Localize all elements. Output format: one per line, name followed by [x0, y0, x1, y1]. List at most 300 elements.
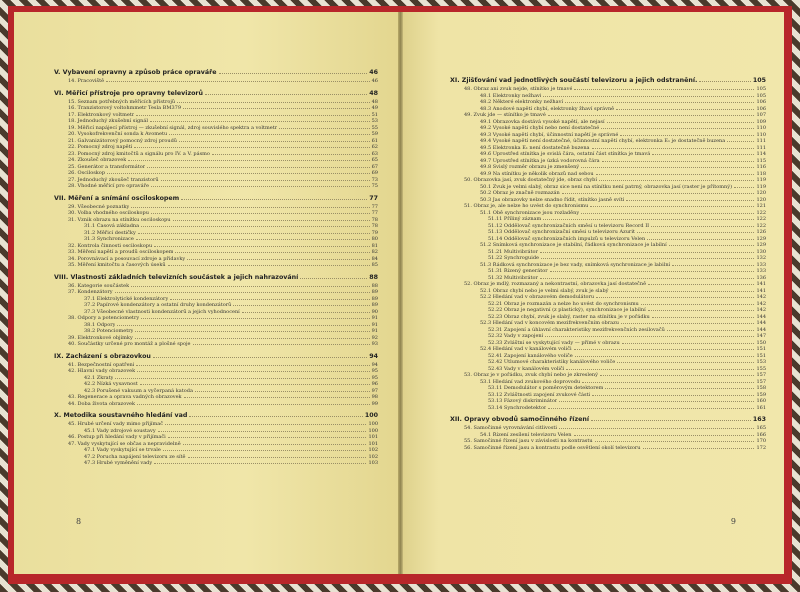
toc-entry-title: 42. Hlavní vady obrazovek: [68, 368, 136, 374]
toc-entry-title: 43. Regenerace a oprava vadných obrazovek: [68, 394, 182, 400]
toc-page-number: 95: [371, 368, 378, 374]
toc-chapter-heading: [54, 193, 378, 204]
toc-page-number: 91: [371, 315, 378, 321]
toc-leader-dots: [169, 131, 369, 135]
toc-entry-title: XI. Zjišťování vad jednotlivých součástí televizoru a jejich odstranění.: [450, 77, 698, 84]
toc-entry-title: 51. Obraz je, ale nelze ho uvést do synchronismu: [464, 203, 589, 209]
toc-entry-title: 50. Obrazovka jasí, zvuk dostatečný jde, obraz chybí: [464, 177, 597, 183]
toc-page-number: 161: [756, 404, 766, 411]
toc-leader-dots: [177, 99, 369, 103]
toc-leader-dots: [602, 158, 755, 162]
toc-page-number: 107: [756, 112, 766, 118]
toc-leader-dots: [699, 78, 750, 82]
toc-entry-title: 47.3 Hrubé vyměnění vady: [84, 460, 153, 466]
toc-entry-title: 56. Samočinné řízení jasu a kontrastu podle osvětlení okolí televizoru: [464, 444, 641, 451]
toc-right: [400, 72, 784, 451]
toc-entry-title: 34. Porovnávací a posouvací zdroje a přídavky: [68, 255, 186, 262]
toc-page-number: 122: [756, 209, 766, 216]
toc-entry-title: 53.11 Demodulátor s poměrovým detektorem: [488, 385, 604, 391]
toc-leader-dots: [652, 151, 754, 155]
toc-leader-dots: [189, 413, 362, 417]
toc-leader-dots: [128, 157, 369, 161]
toc-page-number: 73: [371, 176, 378, 183]
toc-page-number: 89: [371, 295, 378, 302]
toc-leader-dots: [592, 145, 755, 149]
toc-page-number: 144: [756, 320, 766, 326]
toc-leader-dots: [595, 438, 755, 442]
toc-entry-title: 47. Vady vyskytující se občas a nepravidelně: [68, 440, 181, 447]
toc-page-number: 147: [756, 333, 766, 339]
toc-page-number: 159: [756, 391, 766, 398]
toc-leader-dots: [566, 366, 754, 370]
toc-leader-dots: [543, 216, 754, 220]
toc-leader-dots: [170, 296, 369, 300]
toc-leader-dots: [622, 340, 755, 344]
toc-page-number: 126: [756, 229, 766, 235]
toc-entry-title: 51.3 Řádková synchronizace je bez vady, snímková synchronizace je labilní: [480, 261, 671, 268]
toc-entry-title: 55. Samočinné řízení jasu v závislosti na kontrastu: [464, 438, 593, 444]
toc-page-number: 89: [371, 289, 378, 295]
toc-page-number: 119: [756, 177, 766, 183]
toc-leader-dots: [175, 249, 369, 253]
toc-leader-dots: [181, 196, 367, 200]
toc-leader-dots: [300, 275, 367, 279]
toc-page-number: 91: [371, 328, 378, 334]
toc-leader-dots: [168, 434, 367, 438]
toc-entry-title: 49.3 Vysoké napětí chybí, účinnostní napětí je správné: [480, 131, 619, 138]
toc-page-number: 82: [371, 249, 378, 255]
toc-leader-dots: [540, 275, 755, 279]
toc-page-number: 121: [756, 203, 766, 209]
toc-leader-dots: [548, 112, 755, 116]
toc-page-number: 133: [756, 268, 766, 274]
toc-entry-title: 33. Měření napětí a proudů osciloskopem: [68, 249, 174, 255]
toc-page-number: 120: [756, 196, 766, 203]
toc-leader-dots: [599, 177, 754, 181]
toc-entry-title: 18. Jednoduchý zkušební signál: [68, 118, 148, 124]
toc-entry-title: 14. Pracoviště: [68, 78, 105, 84]
toc-page-number: 59: [371, 131, 378, 137]
toc-entry: [54, 341, 378, 348]
toc-entry-title: 50.1 Zvuk je velmi slabý, obraz sice není na stínítku není patrný, obrazovka jasí (raster je přítomný): [480, 183, 733, 190]
toc-leader-dots: [545, 333, 754, 337]
toc-page-number: 133: [756, 261, 766, 268]
toc-entry-title: 47.2 Porucha napájení televizoru ze sítě: [84, 453, 186, 460]
toc-page-number: 48: [369, 89, 378, 97]
toc-leader-dots: [137, 368, 369, 372]
toc-entry-title: 52.41 Zapojení kanálového voliče: [488, 352, 573, 359]
toc-page-number: 101: [368, 434, 378, 440]
toc-leader-dots: [596, 171, 755, 175]
toc-leader-dots: [154, 460, 366, 464]
toc-leader-dots: [591, 417, 751, 421]
toc-entry-title: 51.13 Oddělovač synchronizační směsi u televizoru Azurit: [488, 229, 635, 235]
toc-leader-dots: [581, 164, 754, 168]
toc-entry-title: 52.4 Hledání vad v kanálovém voliči: [480, 346, 572, 352]
toc-entry-title: 50.3 Jas obrazovky nelze snadno řídit, stínítko jasně svítí: [480, 196, 625, 203]
toc-leader-dots: [592, 392, 754, 396]
toc-entry-title: 37.3 Všeobecné vlastnosti kondenzátorů a jejich vyhodnocení: [84, 308, 240, 315]
toc-entry-title: VI. Měřicí přístroje pro opravny televizorů: [54, 89, 204, 97]
toc-page-number: 142: [756, 307, 766, 313]
toc-page-number: 129: [756, 242, 766, 248]
toc-entry-title: VIII. Vlastnosti základních televizních součástek a jejich nahrazování: [54, 273, 299, 281]
toc-page-number: 160: [756, 398, 766, 404]
toc-page-number: 92: [371, 334, 378, 341]
toc-page-number: 130: [756, 248, 766, 255]
toc-entry-title: 27. Jednoduchý zkoušeč tranzistorů: [68, 176, 159, 183]
toc-entry-title: 19. Měřicí napájecí přístroj — zkušební signál, zdroj souvislého spektra a voltmetr: [68, 124, 278, 131]
toc-entry-title: 24. Zkoušeč obrazovek: [68, 157, 127, 163]
toc-page-number: 89: [371, 302, 378, 308]
page-number-left: 8: [76, 517, 82, 526]
toc-entry-title: 31. Vznik obrazu na stínítku osciloskopu: [68, 216, 171, 223]
toc-page-number: 142: [756, 300, 766, 307]
toc-entry-title: IX. Zacházení s obrazovkou: [54, 352, 151, 360]
toc-page-number: 132: [756, 255, 766, 261]
toc-entry-title: 38.2 Potenciometry: [84, 328, 134, 334]
toc-leader-dots: [131, 204, 369, 208]
toc-page-number: 88: [369, 273, 378, 281]
toc-page-number: 103: [368, 460, 378, 466]
toc-leader-dots: [626, 197, 754, 201]
toc-leader-dots: [136, 362, 369, 366]
toc-leader-dots: [107, 170, 370, 174]
toc-leader-dots: [600, 372, 755, 376]
toc-page-number: 165: [756, 425, 766, 431]
toc-leader-dots: [163, 447, 367, 451]
toc-leader-dots: [574, 432, 755, 436]
toc-entry-title: 49.1 Obrazovka dostává vysoké napětí, ale nejasí: [480, 118, 605, 125]
toc-leader-dots: [574, 86, 754, 90]
toc-page-number: 90: [371, 308, 378, 315]
toc-page-number: 141: [756, 281, 766, 287]
toc-page-number: 109: [756, 118, 766, 125]
toc-page-number: 102: [368, 447, 378, 453]
toc-page-number: 49: [371, 105, 378, 111]
toc-page-number: 94: [371, 361, 378, 368]
toc-page-number: 105: [752, 77, 766, 84]
toc-page-number: 65: [371, 157, 378, 163]
toc-page-number: 46: [369, 69, 378, 76]
toc-leader-dots: [193, 341, 370, 345]
toc-leader-dots: [667, 327, 755, 331]
toc-leader-dots: [195, 388, 370, 392]
toc-page-number: 77: [371, 203, 378, 210]
toc-page-number: 118: [756, 170, 766, 177]
toc-page-number: 144: [756, 326, 766, 333]
toc-page-number: 81: [371, 242, 378, 249]
toc-leader-dots: [581, 210, 754, 214]
toc-entry-title: XII. Opravy obvodů samočinného řízení: [450, 416, 590, 423]
toc-page-number: 110: [756, 125, 766, 131]
toc-leader-dots: [559, 425, 754, 429]
toc-entry-title: 45. Hrubé určení vady mimo přijímač: [68, 421, 164, 427]
toc-entry-title: 38. Odpory a potenciometry: [68, 315, 140, 321]
toc-leader-dots: [621, 320, 754, 324]
toc-entry-title: 49.5 Elektronka E₁ není dostatečně buzena: [480, 144, 590, 151]
toc-leader-dots: [161, 177, 370, 181]
toc-leader-dots: [727, 138, 754, 142]
toc-entry-title: 47.1 Vady vyskytující se trvale: [84, 447, 161, 453]
toc-leader-dots: [575, 353, 755, 357]
toc-entry: [54, 401, 378, 408]
toc-leader-dots: [637, 229, 755, 233]
toc-leader-dots: [165, 421, 366, 425]
toc-entry: [54, 183, 378, 190]
toc-leader-dots: [543, 93, 754, 97]
toc-leader-dots: [136, 236, 370, 240]
toc-entry-title: 42.3 Porušené vakuum a vyčerpaná katoda: [84, 387, 193, 394]
toc-entry: [450, 445, 766, 452]
toc-page-number: 158: [756, 385, 766, 391]
toc-page-number: 111: [756, 144, 766, 151]
toc-leader-dots: [115, 375, 369, 379]
toc-page-number: 166: [756, 431, 766, 438]
toc-page-number: 53: [371, 118, 378, 124]
toc-leader-dots: [607, 119, 755, 123]
toc-page-number: 170: [756, 438, 766, 444]
toc-entry-title: 52.2 Hledání vad v obrazovém demodulátoru: [480, 294, 595, 300]
toc-entry-title: X. Metodika soustavného hledání vad: [54, 412, 188, 419]
toc-page-number: 91: [371, 321, 378, 328]
toc-page-number: 95: [371, 374, 378, 381]
toc-entry-title: 52.33 Zvláštní se vyskytující vady — přímé v obrazu: [488, 339, 620, 346]
toc-entry-title: 48.2 Některé elektronky nežhaví: [480, 99, 564, 105]
toc-entry-title: 51.11 Příliný záznam: [488, 216, 542, 222]
toc-entry-title: 52.43 Vady v kanálovém voliči: [488, 365, 565, 372]
toc-page-number: 157: [756, 378, 766, 385]
toc-page-number: 99: [371, 400, 378, 407]
toc-page-number: 94: [369, 352, 378, 360]
toc-entry-title: 51.14 Oddělovač synchronizačních impulzů u televizoru Velen: [488, 235, 646, 242]
toc-leader-dots: [669, 242, 755, 246]
toc-page-number: 136: [756, 274, 766, 281]
toc-page-number: 122: [756, 222, 766, 229]
toc-entry-title: 37. Kondenzátory: [68, 289, 113, 295]
toc-page-number: 77: [369, 194, 378, 202]
toc-leader-dots: [154, 243, 369, 247]
toc-entry-title: 31.2 Měřicí destičky: [84, 229, 136, 236]
toc-page-number: 101: [368, 440, 378, 447]
toc-entry-title: 48.1 Elektronky nežhaví: [480, 92, 542, 99]
toc-entry-title: 49. Zvuk jde — stínítko je tmavé: [464, 112, 546, 118]
toc-page-number: 105: [756, 92, 766, 99]
toc-leader-dots: [617, 359, 754, 363]
toc-page-number: 67: [371, 163, 378, 170]
toc-chapter-heading: [54, 351, 378, 362]
toc-entry-title: 52.1 Obraz chybí nebo je velmi slabý, zvuk je slabý: [480, 287, 609, 294]
toc-page-number: 78: [371, 223, 378, 229]
toc-leader-dots: [106, 78, 370, 82]
toc-entry-title: 22. Pomocný zdroj napětí: [68, 144, 133, 150]
toc-entry-title: 52.23 Obraz chybí, zvuk je slabý, raster na stínítku je v pořádku: [488, 313, 650, 320]
toc-entry-title: 40. Součástky určené pro montáž a plošné spoje: [68, 341, 191, 347]
toc-entry-title: 25. Generátor a transformátor: [68, 163, 146, 170]
toc-leader-dots: [183, 105, 370, 109]
toc-leader-dots: [188, 454, 367, 458]
toc-leader-dots: [540, 249, 755, 253]
book-gutter: [398, 12, 403, 574]
page-number-right: 9: [730, 517, 736, 526]
toc-page-number: 61: [371, 137, 378, 144]
toc-page-number: 77: [371, 210, 378, 216]
toc-entry-title: 35. Měření kmitočtu a časových úseků: [68, 262, 166, 268]
toc-entry-title: 53.14 Synchrodetektor: [488, 404, 547, 411]
toc-leader-dots: [616, 106, 754, 110]
toc-leader-dots: [565, 99, 754, 103]
toc-leader-dots: [648, 307, 755, 311]
toc-page-number: 106: [756, 99, 766, 105]
toc-leader-dots: [115, 289, 370, 293]
toc-entry-title: 32. Kontrola činnosti osciloskopu: [68, 242, 153, 249]
toc-leader-dots: [138, 230, 370, 234]
toc-entry-title: 51.12 Oddělovač synchronizačních směsí u televizoru Record II: [488, 222, 650, 229]
toc-page-number: 172: [756, 444, 766, 451]
toc-leader-dots: [135, 335, 370, 339]
toc-entry-title: 51.21 Multivibrátor: [488, 248, 538, 255]
toc-chapter-heading: [54, 272, 378, 283]
toc-page-number: 100: [368, 427, 378, 434]
toc-leader-dots: [611, 288, 755, 292]
toc-page-number: 79: [371, 229, 378, 236]
toc-entry-title: 16. Tranzistorový voltohmmetr Tesla BM379: [68, 105, 182, 111]
toc-page-number: 102: [368, 453, 378, 460]
toc-entry-title: 52.31 Zapojení a úhlavní charakteristiky mezifrekvenčních zesilovačů: [488, 326, 665, 333]
toc-entry-title: 39. Elektronkové objímky: [68, 334, 133, 341]
toc-leader-dots: [173, 217, 370, 221]
toc-page-number: 84: [371, 255, 378, 262]
toc-page-number: 115: [756, 157, 766, 164]
toc-leader-dots: [643, 445, 755, 449]
toc-leader-dots: [131, 283, 370, 287]
toc-page-number: 163: [752, 416, 766, 423]
toc-entry-title: 52.32 Vady v zapojení: [488, 333, 544, 339]
toc-leader-dots: [559, 398, 754, 402]
toc-leader-dots: [574, 346, 755, 350]
toc-leader-dots: [672, 262, 754, 266]
toc-page-number: 141: [756, 287, 766, 294]
toc-leader-dots: [541, 255, 754, 259]
toc-leader-dots: [184, 394, 370, 398]
toc-page-number: 150: [756, 339, 766, 346]
toc-leader-dots: [137, 401, 370, 405]
toc-leader-dots: [187, 256, 369, 260]
toc-entry-title: 50.2 Obraz je značně rozmazán: [480, 190, 560, 196]
toc-page-number: 144: [756, 313, 766, 320]
toc-entry-title: 49.8 Svislý rozměr obrazu je zmenšený: [480, 164, 580, 170]
toc-entry-title: 44. Doba života obrazovek: [68, 400, 136, 407]
toc-entry-title: 52.42 Útlumové charakteristiky kanálového voliče: [488, 359, 616, 365]
toc-entry-title: 49.2 Vysoké napětí chybí nebo není dostatečné: [480, 125, 600, 131]
toc-entry-title: 51.1 Obě synchronizace jsou rozladěny: [480, 209, 580, 216]
toc-entry-title: 45.1 Vady zdrojové soustavy: [84, 427, 156, 434]
toc-entry: [54, 78, 378, 85]
toc-entry-title: 36. Kategorie součástek: [68, 282, 130, 289]
toc-page-number: 116: [756, 164, 766, 170]
toc-chapter-heading: [450, 75, 766, 86]
toc-page-number: 142: [756, 294, 766, 300]
toc-entry-title: 28. Vhodné měřicí pro opraváře: [68, 183, 149, 189]
toc-entry-title: 38.1 Odpory: [84, 321, 116, 328]
toc-entry-title: 48. Obraz ani zvuk nejde, stínítko je tmavé: [464, 86, 573, 92]
toc-page-number: 120: [756, 190, 766, 196]
toc-entry-title: 20. Vysokofrekvenční sonda k Avometu: [68, 131, 168, 137]
toc-chapter-heading: [54, 67, 378, 78]
toc-entry-title: 53.12 Zvláštnosti zapojení zvukové části: [488, 391, 591, 398]
toc-page-number: 98: [371, 394, 378, 400]
toc-page-number: 106: [756, 105, 766, 112]
toc-leader-dots: [652, 314, 755, 318]
toc-entry: [450, 405, 766, 412]
toc-leader-dots: [141, 315, 369, 319]
toc-leader-dots: [550, 268, 755, 272]
toc-entry-title: 30. Volba vhodného osciloskopu: [68, 210, 149, 216]
toc-chapter-heading: [54, 410, 378, 421]
toc-entry-title: 49.7 Uprostřed stínítka je úzká vodorovná čára: [480, 157, 600, 164]
toc-page-number: 129: [756, 235, 766, 242]
toc-entry-title: 49.4 Vysoké napětí není dostatečné, účinnostní napětí chybí, elektronka E₁ je dostatečně buzena: [480, 138, 726, 144]
toc-page-number: 100: [364, 412, 378, 419]
toc-entry-title: 51.31 Řízený generátor: [488, 268, 548, 274]
toc-entry-title: 54. Samočinné vyrovnávání citlivosti: [464, 425, 557, 431]
toc-page-number: 46: [371, 78, 378, 84]
toc-entry-title: 26. Osciloskop: [68, 170, 106, 176]
toc-entry-title: 21. Galvanizátorový pomocný zdroj proudů: [68, 137, 178, 144]
toc-page-number: 88: [371, 282, 378, 289]
toc-entry-title: 52.22 Obraz je negativní (z plastický), synchronizace je labilní: [488, 307, 646, 313]
toc-entry-title: 51.2 Snímková synchronizace je stabilní, řádková synchronizace je labilní: [480, 242, 667, 248]
toc-leader-dots: [141, 223, 369, 227]
toc-leader-dots: [233, 302, 369, 306]
right-page: [400, 12, 784, 574]
toc-leader-dots: [117, 322, 369, 326]
toc-leader-dots: [158, 428, 367, 432]
toc-page-number: 96: [371, 381, 378, 387]
toc-page-number: 80: [371, 236, 378, 242]
toc-entry-title: 37.1 Elektrolytické kondenzátory: [84, 295, 169, 302]
toc-page-number: 155: [756, 365, 766, 372]
toc-leader-dots: [168, 262, 370, 266]
toc-page-number: 100: [368, 421, 378, 427]
toc-page-number: 62: [371, 144, 378, 150]
toc-page-number: 55: [371, 124, 378, 131]
toc-entry-title: 49.9 Na stínítku je několik obrazů nad sebou: [480, 170, 594, 177]
toc-leader-dots: [548, 405, 754, 409]
toc-entry-title: 53.13 Fázový diskriminátor: [488, 398, 558, 404]
toc-entry-title: 37.2 Papírové kondenzátory a ostatní druhy kondenzátorů: [84, 302, 232, 308]
toc-page-number: 85: [371, 262, 378, 268]
toc-page-number: 69: [371, 170, 378, 176]
toc-leader-dots: [582, 379, 754, 383]
toc-entry-title: 42.2 Nízká vysavnost: [84, 381, 138, 387]
toc-page-number: 119: [756, 183, 766, 190]
toc-entry-title: 46. Postup při hledání vady v přijímači: [68, 434, 166, 440]
toc-leader-dots: [134, 144, 369, 148]
toc-page-number: 75: [371, 183, 378, 189]
toc-leader-dots: [151, 183, 370, 187]
toc-entry-title: 53. Obraz je v pořádku, zvuk chybí nebo je zkreslený: [464, 372, 598, 378]
toc-leader-dots: [596, 294, 754, 298]
toc-leader-dots: [212, 151, 370, 155]
toc-page-number: 93: [371, 341, 378, 347]
toc-entry-title: 48.3 Anodové napětí chybí, elektronky žhaví správně: [480, 105, 615, 112]
toc-entry-title: 42.1 Zkraty: [84, 374, 114, 381]
toc-leader-dots: [136, 112, 369, 116]
toc-page-number: 51: [371, 111, 378, 118]
toc-entry-title: 15. Seznam potřebných měřicích přístrojů: [68, 98, 176, 105]
toc-page-number: 110: [756, 131, 766, 138]
